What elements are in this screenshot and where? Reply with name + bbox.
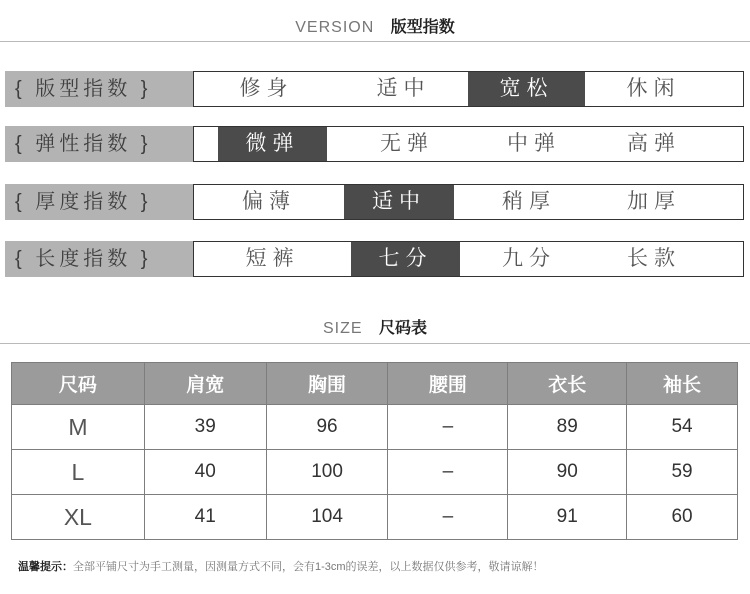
table-cell: 59 [627,450,738,495]
table-cell: – [388,495,508,540]
index-label: { 厚度指数 } [5,184,193,220]
index-row-fit [0,71,750,107]
column-header: 尺码 [12,363,145,405]
index-option: 高弹 [627,132,681,155]
column-header: 胸围 [266,363,388,405]
index-label: { 弹性指数 } [5,126,193,162]
index-option: 休闲 [626,77,681,100]
index-option-selected: 微弹 [218,127,327,161]
table-cell: 90 [508,450,627,495]
index-option: 长款 [627,247,681,270]
index-option: 九分 [502,247,556,270]
size-table-header-row [12,363,738,405]
note-text: 全部平铺尺寸为手工测量，因测量方式不同，会有1-3cm的误差，以上数据仅供参考，敬请谅解！ [73,561,544,573]
version-divider [0,41,750,42]
size-divider [0,343,750,344]
size-cell: L [12,450,145,495]
table-cell: – [388,405,508,450]
index-row-elasticity [0,126,750,162]
note-prefix: 温馨提示： [18,561,73,573]
column-header: 衣长 [508,363,627,405]
index-option-selected: 适中 [344,185,454,219]
index-label: { 长度指数 } [5,241,193,277]
version-section-header [0,14,750,38]
index-option: 偏薄 [242,190,296,213]
table-cell: 39 [144,405,266,450]
index-option-selected: 宽松 [468,72,585,106]
index-options-bar [193,184,744,220]
table-cell: 91 [508,495,627,540]
table-cell: 96 [266,405,388,450]
index-option: 中弹 [507,132,561,155]
table-cell: 54 [627,405,738,450]
measurement-note [18,558,544,574]
index-option: 修身 [239,77,294,100]
table-row [12,495,738,540]
size-cell: M [12,405,145,450]
table-row [12,450,738,495]
index-options-bar [193,241,744,277]
size-header-zh: 尺码表 [379,320,428,337]
index-option: 短裤 [245,247,300,270]
column-header: 肩宽 [144,363,266,405]
table-cell: 89 [508,405,627,450]
table-cell: – [388,450,508,495]
size-header-en: SIZE [322,320,363,337]
size-section-header [0,315,750,339]
column-header: 腰围 [388,363,508,405]
table-cell: 41 [144,495,266,540]
index-option: 适中 [376,77,431,100]
index-row-length [0,241,750,277]
index-option-selected: 七分 [351,242,460,276]
table-row [12,405,738,450]
index-option: 稍厚 [502,190,556,213]
size-cell: XL [12,495,145,540]
table-cell: 40 [144,450,266,495]
column-header: 袖长 [627,363,738,405]
index-option: 加厚 [627,190,681,213]
index-options-bar [193,71,744,107]
index-option: 无弹 [380,132,434,155]
version-header-en: VERSION [295,19,375,36]
index-options-bar [193,126,744,162]
table-cell: 100 [266,450,388,495]
index-row-thickness [0,184,750,220]
index-label: { 版型指数 } [5,71,193,107]
size-table [11,362,738,540]
version-header-zh: 版型指数 [390,19,455,36]
table-cell: 104 [266,495,388,540]
table-cell: 60 [627,495,738,540]
